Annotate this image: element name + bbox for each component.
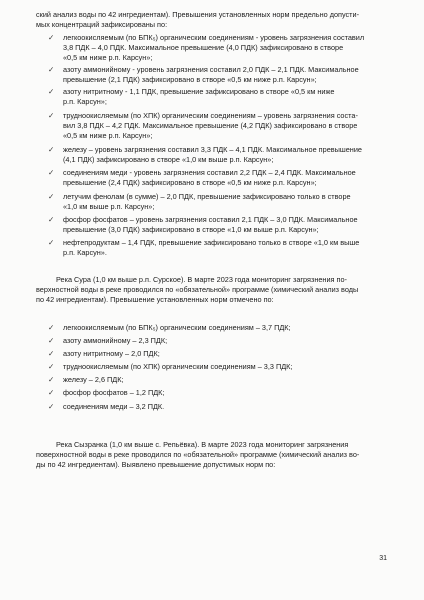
list-item-line: превышение (2,4 ПДК) зафиксировано в створе «0,5 км ниже р.п. Карсун»; xyxy=(63,178,317,187)
checkmark-icon: ✓ xyxy=(48,145,55,154)
paragraph-line: ды по 42 ингредиентам). Выявлено превышение допустимых норм по: xyxy=(36,460,276,469)
checkmark-icon: ✓ xyxy=(48,215,55,224)
list-item-line: нефтепродуктам – 1,4 ПДК, превышение зафиксировано только в створе «1,0 км выше xyxy=(63,238,360,247)
paragraph-line: поверхностной воды в реке проводился по «обязательной» программе (химический анализ во- xyxy=(36,450,360,459)
paragraph-line: Река Сура (1,0 км выше р.п. Сурское). В марте 2023 года мониторинг загрязнения по- xyxy=(56,275,347,284)
list-item: соединениям меди – 3,2 ПДК. xyxy=(63,402,165,411)
page-number: 31 xyxy=(379,555,387,562)
list-item: трудноокисляемым (по ХПК) органическим соединениям – 3,3 ПДК; xyxy=(63,362,293,371)
checkmark-icon: ✓ xyxy=(48,87,55,96)
checkmark-icon: ✓ xyxy=(48,375,55,384)
list-item-line: «1,0 км выше р.п. Карсун»; xyxy=(63,202,155,211)
text-line: мых концентраций зафиксированы по: xyxy=(36,20,168,29)
paragraph-line: Река Сызранка (1,0 км выше с. Репьёвка). В марте 2023 года мониторинг загрязнения xyxy=(56,440,349,449)
checkmark-icon: ✓ xyxy=(48,111,55,120)
list-item-line: азоту аммонийному - уровень загрязнения составил 2,0 ПДК – 2,1 ПДК. Максимальное xyxy=(63,65,359,74)
text-line: ский анализ воды по 42 ингредиентам). Превышения установленных норм предельно допусти- xyxy=(36,10,360,19)
list-item: легкоокисляемым (по БПК₅) органическим соединениям – 3,7 ПДК; xyxy=(63,323,291,332)
list-item-line: вил 3,8 ПДК – 4,2 ПДК. Максимальное превышение (4,2 ПДК) зафиксировано в створе xyxy=(63,121,358,130)
list-item-line: «0,5 км ниже р.п. Карсун»; xyxy=(63,53,153,62)
checkmark-icon: ✓ xyxy=(48,33,55,42)
checkmark-icon: ✓ xyxy=(48,349,55,358)
list-item-line: железу – уровень загрязнения составил 3,3 ПДК – 4,1 ПДК. Максимальное превышение xyxy=(63,145,362,154)
checkmark-icon: ✓ xyxy=(48,336,55,345)
list-item-line: фосфор фосфатов – уровень загрязнения составил 2,1 ПДК – 3,0 ПДК. Максимальное xyxy=(63,215,358,224)
checkmark-icon: ✓ xyxy=(48,65,55,74)
checkmark-icon: ✓ xyxy=(48,238,55,247)
checkmark-icon: ✓ xyxy=(48,402,55,411)
paragraph-line: верхностной воды в реке проводился по «обязательной» программе (химический анализ воды xyxy=(36,285,359,294)
list-item-line: летучим фенолам (в сумме) – 2,0 ПДК, превышение зафиксировано только в створе xyxy=(63,192,351,201)
paragraph-line: по 42 ингредиентам). Превышение установленных норм отмечено по: xyxy=(36,295,274,304)
list-item-line: (4,1 ПДК) зафиксировано в створе «1,0 км выше р.п. Карсун»; xyxy=(63,155,274,164)
list-item: железу – 2,6 ПДК; xyxy=(63,375,124,384)
checkmark-icon: ✓ xyxy=(48,323,55,332)
list-item-line: превышение (2,1 ПДК) зафиксировано в створе «0,5 км ниже р.п. Карсун»; xyxy=(63,75,317,84)
list-item: азоту нитритному – 2,0 ПДК; xyxy=(63,349,160,358)
list-item-line: трудноокисляемым (по ХПК) органическим соединениям – уровень загрязнения соста- xyxy=(63,111,358,120)
list-item-line: 3,8 ПДК – 4,0 ПДК. Максимальное превышение (4,0 ПДК) зафиксировано в створе xyxy=(63,43,344,52)
list-item: фосфор фосфатов – 1,2 ПДК; xyxy=(63,388,165,397)
checkmark-icon: ✓ xyxy=(48,388,55,397)
list-item-line: азоту нитритному - 1,1 ПДК, превышение зафиксировано в створе «0,5 км ниже xyxy=(63,87,335,96)
list-item-line: р.п. Карсун». xyxy=(63,248,107,257)
list-item-line: «0,5 км ниже р.п. Карсун»; xyxy=(63,131,153,140)
list-item-line: р.п. Карсун»; xyxy=(63,97,107,106)
list-item-line: соединениям меди - уровень загрязнения составил 2,2 ПДК – 2,4 ПДК. Максимальное xyxy=(63,168,356,177)
checkmark-icon: ✓ xyxy=(48,168,55,177)
list-item-line: превышение (3,0 ПДК) зафиксировано в створе «1,0 км выше р.п. Карсун»; xyxy=(63,225,319,234)
list-item-line: легкоокисляемым (по БПК₅) органическим соединениям - уровень загрязнения составил xyxy=(63,33,365,42)
checkmark-icon: ✓ xyxy=(48,362,55,371)
list-item: азоту аммонийному – 2,3 ПДК; xyxy=(63,336,168,345)
checkmark-icon: ✓ xyxy=(48,192,55,201)
